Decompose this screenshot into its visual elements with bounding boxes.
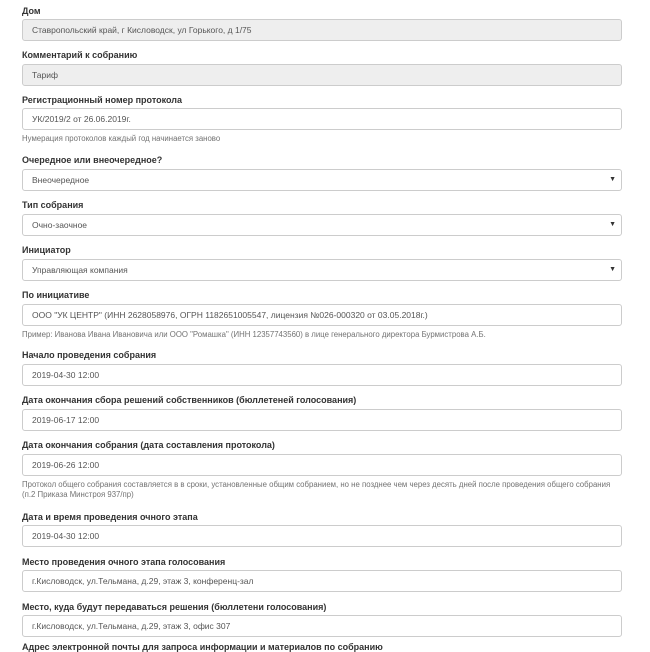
in-person-datetime-label: Дата и время проведения очного этапа [22, 512, 198, 522]
by-initiative-input[interactable]: ООО "УК ЦЕНТР" (ИНН 2628058976, ОГРН 1182651005547, лицензия №026-000320 от 03.05.2018г.) [22, 304, 622, 326]
caret-down-icon: ▼ [609, 176, 616, 183]
ballots-end-input[interactable]: 2019-06-17 12:00 [22, 409, 622, 431]
in-person-place-input[interactable]: г.Кисловодск, ул.Тельмана, д.29, этаж 3, конференц-зал [22, 570, 622, 592]
by-initiative-label: По инициативе [22, 290, 90, 300]
meeting-end-input[interactable]: 2019-06-26 12:00 [22, 454, 622, 476]
protocol-number-label: Регистрационный номер протокола [22, 95, 182, 105]
initiator-select[interactable] [22, 259, 622, 281]
protocol-number-input[interactable]: УК/2019/2 от 26.06.2019г. [22, 108, 622, 130]
decisions-place-input[interactable]: г.Кисловодск, ул.Тельмана, д.29, этаж 3, офис 307 [22, 615, 622, 637]
in-person-datetime-input[interactable]: 2019-04-30 12:00 [22, 525, 622, 547]
initiator-select-value: Управляющая компания [32, 265, 128, 275]
regular-select-value: Внеочередное [32, 175, 90, 185]
comment-field[interactable]: Тариф [22, 64, 622, 86]
start-date-input[interactable]: 2019-04-30 12:00 [22, 364, 622, 386]
regular-label: Очередное или внеочередное? [22, 155, 163, 165]
meeting-end-hint: Протокол общего собрания составляется в в сроки, установленные общим собранием, но не позднее чем через десять дней после проведения общего собрания (п.2 Приказа Минстроя 937/пр) [22, 480, 611, 499]
caret-down-icon: ▼ [609, 221, 616, 228]
start-date-label: Начало проведения собрания [22, 350, 157, 360]
meeting-end-label: Дата окончания собрания (дата составления протокола) [22, 440, 275, 450]
comment-label: Комментарий к собранию [22, 50, 138, 60]
house-field[interactable]: Ставропольский край, г Кисловодск, ул Горького, д 1/75 [22, 19, 622, 41]
protocol-number-hint: Нумерация протоколов каждый год начинается заново [22, 134, 221, 143]
decisions-place-label: Место, куда будут передаваться решения (бюллетени голосования) [22, 602, 327, 612]
by-initiative-hint: Пример: Иванова Ивана Ивановича или ООО "Ромашка" (ИНН 12357743560) в лице генерального директора Бурмистрова А.Б. [22, 330, 486, 339]
house-label: Дом [22, 6, 41, 16]
ballots-end-label: Дата окончания сбора решений собственников (бюллетеней голосования) [22, 395, 357, 405]
regular-select[interactable] [22, 169, 622, 191]
initiator-label: Инициатор [22, 245, 71, 255]
email-label-cut: Адрес электронной почты для запроса информации и материалов по собранию [22, 642, 383, 652]
caret-down-icon: ▼ [609, 266, 616, 273]
meeting-type-label: Тип собрания [22, 200, 84, 210]
meeting-type-select-value: Очно-заочное [32, 220, 88, 230]
in-person-place-label: Место проведения очного этапа голосования [22, 557, 226, 567]
meeting-type-select[interactable] [22, 214, 622, 236]
